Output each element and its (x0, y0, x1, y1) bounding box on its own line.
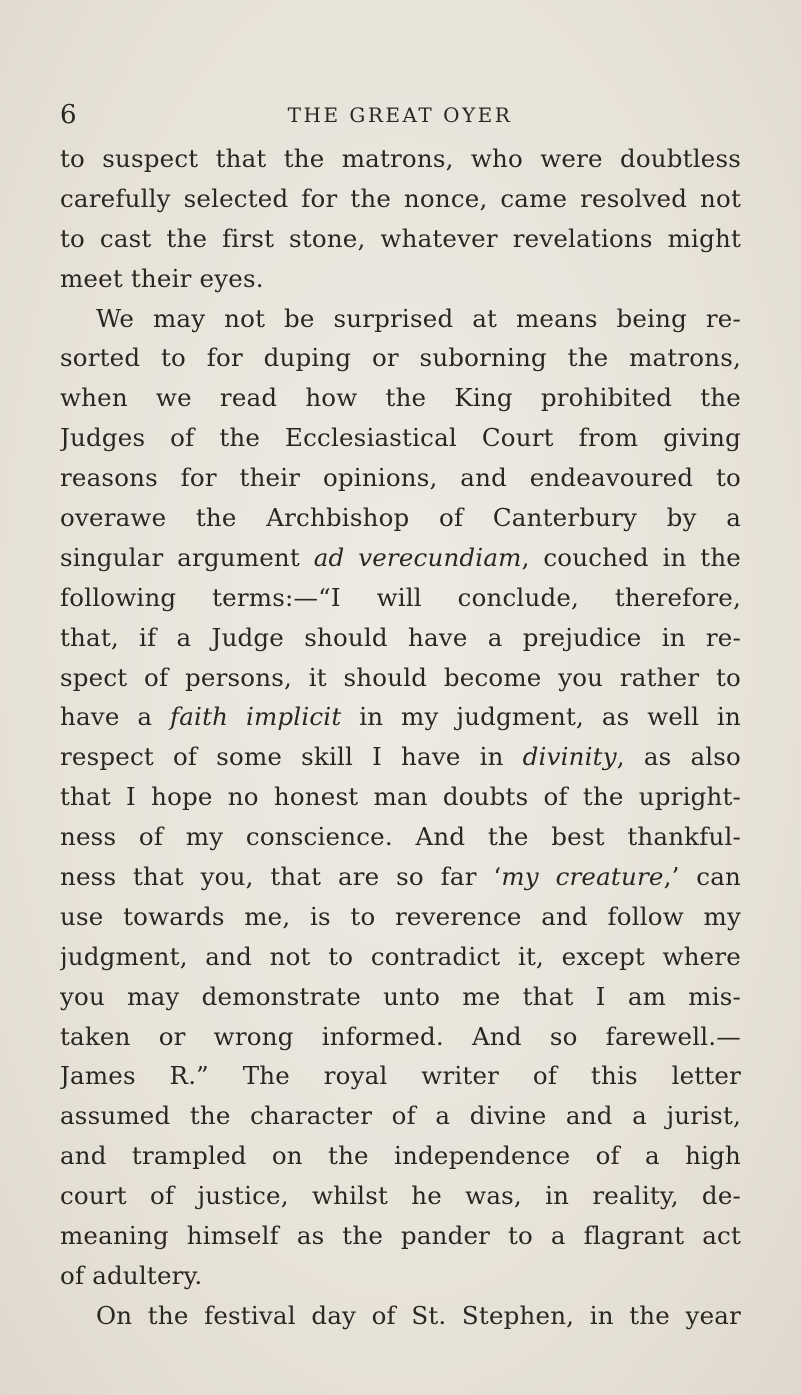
text-line: On the festival day of St. Stephen, in the year (96, 1300, 741, 1330)
text-line (60, 857, 741, 897)
text-segment: , as also (616, 742, 741, 772)
body-text (60, 139, 741, 1336)
text-segment: ,’ can (663, 862, 741, 892)
text-line: carefully selected for the nonce, came resolved not (60, 183, 741, 213)
text-line: meaning himself as the pander to a flagrant act (60, 1221, 741, 1251)
text-line: following terms:—“I will conclude, therefore, (60, 582, 741, 612)
page-number: 6 (60, 100, 77, 130)
text-line: assumed the character of a divine and a jurist, (60, 1101, 741, 1131)
text-line: We may not be surprised at means being re- (96, 303, 741, 333)
text-segment: have a (60, 702, 170, 732)
text-segment: , couched in the (521, 542, 741, 572)
text-line: judgment, and not to contradict it, except where (60, 941, 741, 971)
italic-phrase: faith implicit (169, 702, 342, 732)
text-line: to cast the first stone, whatever revelations might (60, 223, 741, 253)
text-segment: singular argument (60, 542, 314, 572)
text-segment: respect of some skill I have in (60, 742, 523, 772)
text-line: taken or wrong informed. And so farewell.— (60, 1021, 741, 1051)
text-line: use towards me, is to reverence and follow my (60, 901, 741, 931)
text-line: when we read how the King prohibited the (60, 383, 741, 413)
italic-phrase: my creature (501, 862, 664, 892)
page-header (60, 100, 740, 140)
text-line: of adultery. (60, 1260, 203, 1290)
text-line: ness of my conscience. And the best thankful- (60, 822, 741, 852)
text-segment: in my judgment, as well in (341, 702, 741, 732)
text-line: James R.” The royal writer of this letter (60, 1061, 741, 1091)
text-line: meet their eyes. (60, 263, 264, 293)
italic-phrase: divinity (522, 742, 617, 772)
text-line: sorted to for duping or suborning the matrons, (60, 343, 741, 373)
text-line (60, 538, 741, 578)
text-line: overawe the Archbishop of Canterbury by a (60, 503, 741, 533)
text-line: spect of persons, it should become you rather to (60, 662, 741, 692)
text-line: that I hope no honest man doubts of the upright- (60, 782, 741, 812)
text-segment: ness that you, that are so far ‘ (60, 862, 502, 892)
text-line: Judges of the Ecclesiastical Court from giving (60, 423, 741, 453)
text-line: to suspect that the matrons, who were doubtless (60, 144, 741, 173)
text-line: that, if a Judge should have a prejudice in re- (60, 622, 741, 652)
italic-phrase: ad verecundiam (313, 542, 522, 572)
text-line: and trampled on the independence of a high (60, 1141, 741, 1171)
text-line: reasons for their opinions, and endeavoured to (60, 463, 741, 493)
text-line: you may demonstrate unto me that I am mis- (60, 981, 741, 1011)
text-line: court of justice, whilst he was, in reality, de- (60, 1181, 741, 1211)
text-line (60, 737, 741, 777)
running-head: THE GREAT OYER (287, 103, 513, 127)
text-line (60, 697, 741, 737)
